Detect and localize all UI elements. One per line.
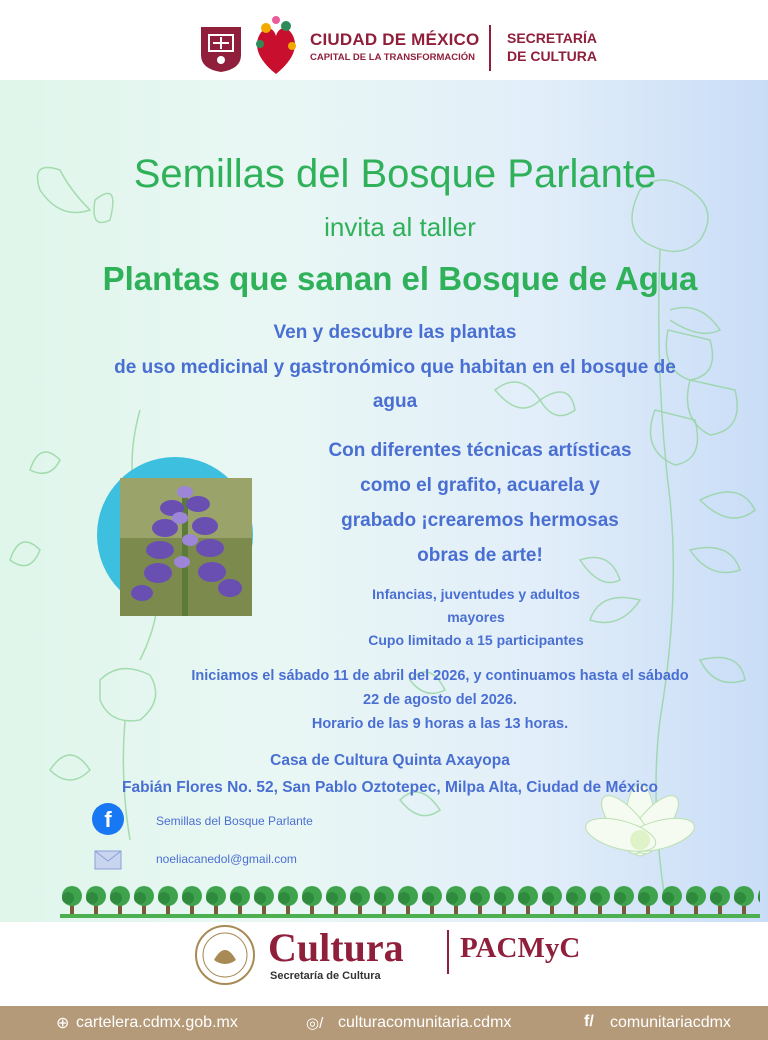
cdmx-shield-icon xyxy=(199,25,243,73)
footer xyxy=(0,1006,768,1040)
logo-divider xyxy=(447,930,449,974)
facebook-icon[interactable]: f xyxy=(92,803,124,835)
globe-icon: ⊕ xyxy=(56,1015,70,1032)
intro-line3: agua xyxy=(372,391,418,412)
cultura-subtitle: Secretaría de Cultura xyxy=(270,970,381,982)
workshop-title: Plantas que sanan el Bosque de Agua xyxy=(102,260,698,297)
secretaria-line1: SECRETARÍA xyxy=(507,30,597,46)
facebook-footer-icon: f/ xyxy=(584,1013,594,1030)
footer-instagram[interactable]: culturacomunitaria.cdmx xyxy=(338,1014,512,1031)
dates-line1: Iniciamos el sábado 11 de abril del 2026, y continuamos hasta el sábado xyxy=(191,668,689,684)
footer-facebook[interactable]: comunitariacdmx xyxy=(610,1014,731,1031)
address: Fabián Flores No. 52, San Pablo Oztotepec, Milpa Alta, Ciudad de México xyxy=(122,779,658,796)
email[interactable]: noeliacanedol@gmail.com xyxy=(156,852,297,866)
intro-line1: Ven y descubre las plantas xyxy=(273,322,517,343)
lupine-photo xyxy=(120,478,252,616)
schedule: Horario de las 9 horas a las 13 horas. xyxy=(311,716,569,732)
mexico-seal-icon xyxy=(192,924,258,986)
venue: Casa de Cultura Quinta Axayopa xyxy=(270,752,510,769)
secretaria-line2: DE CULTURA xyxy=(507,48,597,64)
pacmyc-wordmark: PACMyC xyxy=(460,932,581,964)
header xyxy=(0,0,768,80)
poster xyxy=(0,80,768,922)
header-divider xyxy=(489,25,491,71)
intro-line2: de uso medicinal y gastronómico que habitan en el bosque de xyxy=(114,357,676,378)
invite-text: invita al taller xyxy=(324,212,476,242)
instagram-icon: ◎/ xyxy=(306,1015,324,1032)
audience-line2: mayores xyxy=(447,609,505,625)
footer-web[interactable]: cartelera.cdmx.gob.mx xyxy=(76,1014,238,1031)
heart-logo-icon xyxy=(252,14,300,78)
cultura-wordmark: Cultura xyxy=(268,925,404,970)
tree-band xyxy=(60,880,768,920)
techniques-line1: Con diferentes técnicas artísticas xyxy=(328,440,632,461)
techniques-line3: grabado ¡crearemos hermosas xyxy=(341,510,619,531)
capacity: Cupo limitado a 15 participantes xyxy=(368,632,584,648)
logos-bar xyxy=(0,922,768,1006)
email-icon[interactable] xyxy=(94,850,122,870)
dates-line2: 22 de agosto del 2026. xyxy=(363,692,517,708)
org-tagline: CAPITAL DE LA TRANSFORMACIÓN xyxy=(310,52,476,63)
group-name: Semillas del Bosque Parlante xyxy=(133,152,657,196)
org-name: CIUDAD DE MÉXICO xyxy=(310,30,480,49)
techniques-line2: como el grafito, acuarela y xyxy=(360,475,600,496)
audience-line1: Infancias, juventudes y adultos xyxy=(372,586,580,602)
techniques-line4: obras de arte! xyxy=(417,545,543,566)
facebook-label[interactable]: Semillas del Bosque Parlante xyxy=(156,814,313,828)
